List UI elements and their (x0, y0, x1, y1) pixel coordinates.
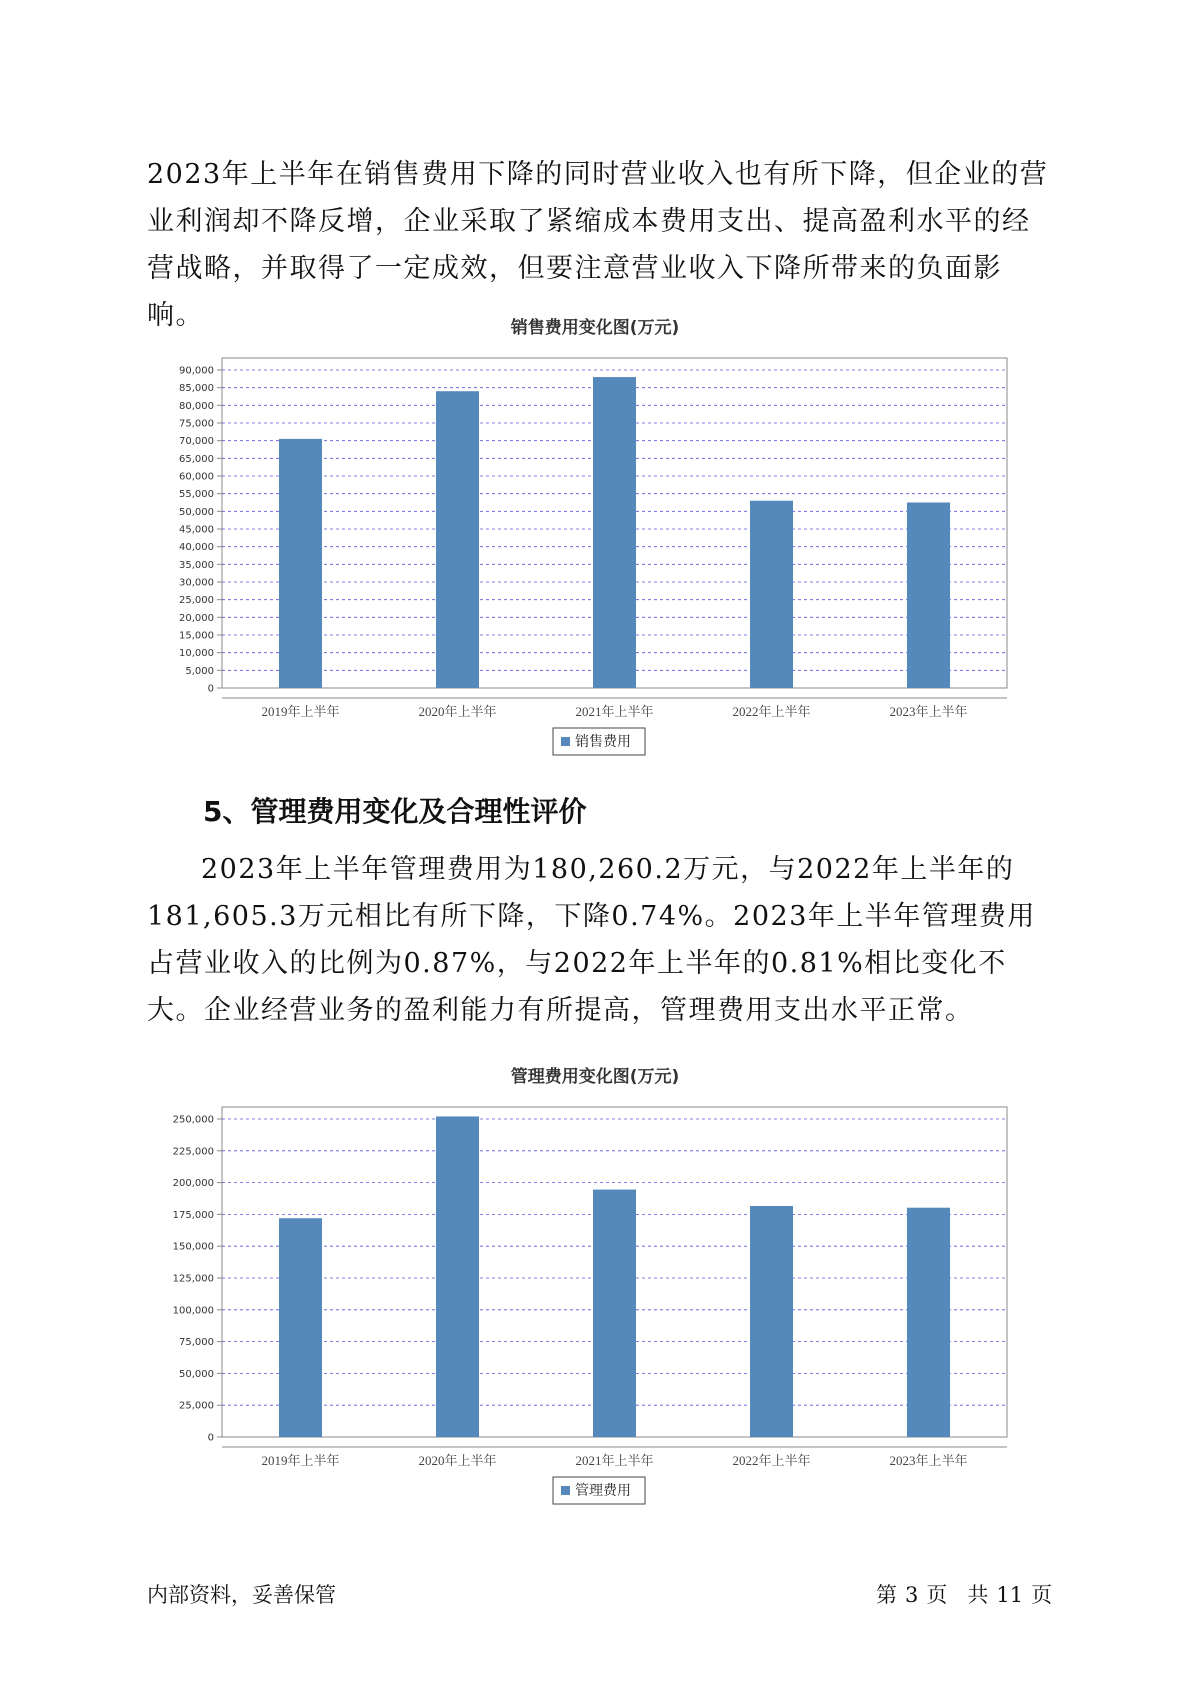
x-tick-label: 2021年上半年 (575, 704, 654, 719)
x-tick-label: 2023年上半年 (889, 704, 968, 719)
y-tick-label: 35,000 (179, 559, 214, 571)
sales-expense-chart (0, 306, 1191, 776)
paragraph-sales-expense-summary: 2023年上半年在销售费用下降的同时营业收入也有所下降，但企业的营业利润却不降反增，企业采取了紧缩成本费用支出、提高盈利水平的经营战略，并取得了一定成效，但要注意营业收入下降所带来的负面影响。 (147, 159, 1049, 331)
bar (593, 1190, 636, 1437)
y-tick-label: 85,000 (179, 383, 214, 395)
y-tick-label: 70,000 (179, 436, 214, 448)
y-tick-label: 200,000 (172, 1178, 214, 1190)
page-unit: 页 (926, 1583, 948, 1607)
bar (279, 1218, 322, 1437)
y-tick-label: 40,000 (179, 542, 214, 554)
y-tick-label: 20,000 (179, 612, 214, 624)
y-tick-label: 80,000 (179, 400, 214, 412)
x-tick-label: 2020年上半年 (418, 704, 497, 719)
y-tick-label: 0 (207, 683, 214, 695)
y-tick-label: 125,000 (172, 1273, 214, 1285)
y-tick-label: 25,000 (179, 1400, 214, 1412)
bar (436, 1116, 479, 1437)
y-tick-label: 0 (207, 1432, 214, 1444)
bar (750, 1206, 793, 1437)
y-tick-label: 15,000 (179, 630, 214, 642)
y-tick-label: 75,000 (179, 1337, 214, 1349)
page-current: 3 (905, 1583, 919, 1607)
x-tick-label: 2019年上半年 (261, 704, 340, 719)
y-tick-label: 175,000 (172, 1209, 214, 1221)
chart-title: 管理费用变化图(万元) (510, 1067, 680, 1087)
bar (593, 377, 636, 688)
y-tick-label: 100,000 (172, 1305, 214, 1317)
y-tick-label: 60,000 (179, 471, 214, 483)
paragraph-admin-expense-analysis: 2023年上半年管理费用为180,260.2万元，与2022年上半年的181,605.3万元相比有所下降，下降0.74%。2023年上半年管理费用占营业收入的比例为0.87%，与2022年上半年的0.81%相比变化不大。企业经营业务的盈利能力有所提高，管理费用支出水平正常。 (147, 854, 1036, 1026)
y-tick-label: 55,000 (179, 489, 214, 501)
legend-label: 销售费用 (575, 735, 631, 750)
y-tick-label: 50,000 (179, 1368, 214, 1380)
x-tick-label: 2022年上半年 (732, 704, 811, 719)
bar (279, 439, 322, 688)
chart-title: 销售费用变化图(万元) (510, 318, 680, 338)
section-heading: 5、管理费用变化及合理性评价 (203, 795, 587, 828)
y-tick-label: 65,000 (179, 453, 214, 465)
x-tick-label: 2023年上半年 (889, 1453, 968, 1468)
y-tick-label: 50,000 (179, 506, 214, 518)
bar (907, 1208, 950, 1437)
x-tick-label: 2022年上半年 (732, 1453, 811, 1468)
bar (750, 501, 793, 688)
page-prefix: 第 (876, 1583, 897, 1607)
y-tick-label: 5,000 (185, 665, 214, 677)
y-tick-label: 75,000 (179, 418, 214, 430)
bar (907, 503, 950, 689)
admin-expense-chart (0, 1055, 1191, 1525)
legend-label: 管理费用 (575, 1484, 631, 1499)
y-tick-label: 45,000 (179, 524, 214, 536)
footer-confidential-note: 内部资料，妥善保管 (147, 1583, 336, 1607)
page-total: 11 (996, 1583, 1024, 1607)
y-tick-label: 90,000 (179, 365, 214, 377)
x-tick-label: 2021年上半年 (575, 1453, 654, 1468)
y-tick-label: 30,000 (179, 577, 214, 589)
bar (436, 391, 479, 688)
y-tick-label: 25,000 (179, 595, 214, 607)
y-tick-label: 10,000 (179, 648, 214, 660)
total-prefix: 共 (967, 1583, 989, 1607)
x-tick-label: 2019年上半年 (261, 1453, 340, 1468)
x-tick-label: 2020年上半年 (418, 1453, 497, 1468)
legend-swatch (561, 737, 570, 746)
footer-page-number (876, 1580, 1052, 1610)
legend-swatch (561, 1486, 570, 1495)
y-tick-label: 150,000 (172, 1241, 214, 1253)
total-unit: 页 (1031, 1583, 1053, 1607)
y-tick-label: 250,000 (172, 1114, 214, 1126)
y-tick-label: 225,000 (172, 1146, 214, 1158)
